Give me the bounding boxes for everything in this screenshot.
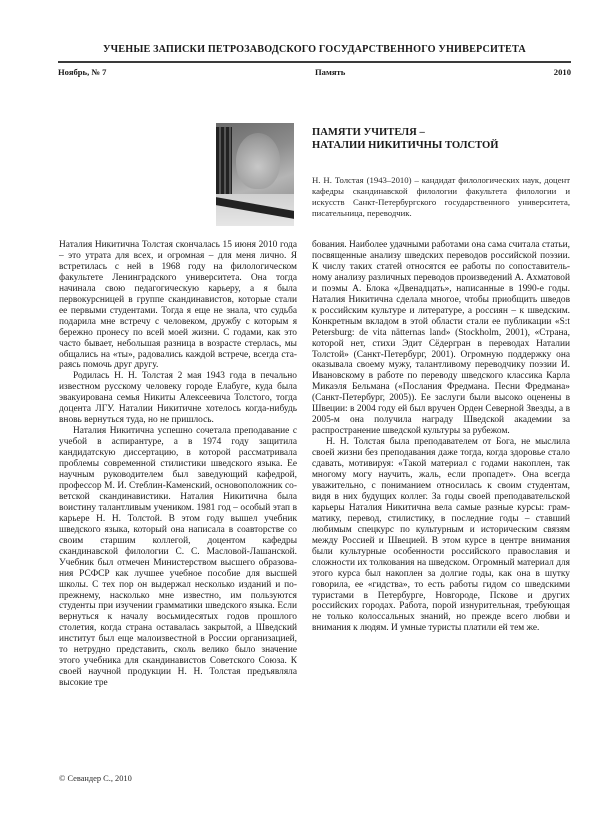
year-label: 2010 (553, 67, 571, 77)
body-column-right (312, 240, 570, 634)
article-title-line-2: НАТАЛИИ НИКИТИЧНЫ ТОЛСТОЙ (312, 140, 499, 151)
body-column-left (59, 240, 297, 689)
paragraph: Родилась Н. Н. Толстая 2 мая 1943 года в печально известном русскому человеку городе Елабуге, куда была эвакуирована семья Никиты Алексеевича Толстого, тогда доцента ЛГУ. Наталии Никитичне хотелось когда-нибудь вновь вернуться туда, но не пришлось. (59, 371, 297, 426)
paragraph: Наталия Никитична успешно сочетала преподавание с учебой в аспирантуре, а в 1974 году защитила кандидатскую диссертацию, в которой рассматривала проблемы современной стилистики шведского языка. Ее научным руководителем был заведующий кафедрой, профессор М. И. Стеблин-Каменский, основоположник советской скандинавистики. Наталия Никитична была воистину талантливым учеником. 1981 год – особый этап в карьере Н. Н. Толстой. В этом году вышел учебник шведского языка, который она написала в соавторстве со своим старшим коллегой, доцентом кафедры скандинавской филологии С. С. Масловой-Лашанской. Учебник был отмечен Министерством высшего образования РСФСР как лучшее учебное пособие для высшей школы. С тех пор он выдержал несколько изданий и по-прежнему, насколько мне известно, им пользуются студенты при изучении грамматики шведского языка. Если вернуться к началу восьмидесятых годов прошлого столетия, когда страна оставалась закрытой, а Шведский институт был еще малоизвестной в России организацией, то нетрудно представить, сколь велико было значение этого учебника для скандинавистов Советского Союза. К своей научной продукции Н. Н. Толстая предъявляла высокие тре (59, 426, 297, 689)
article-abstract: Н. Н. Толстая (1943–2010) – кандидат филологических наук, доцент кафедры скандинавской филологии факультета филологии и искусств Санкт-Петербургского государственного университета, писательница, переводчик. (312, 175, 570, 218)
article-title (312, 126, 570, 152)
face-graphic (236, 133, 280, 189)
article-title-line-1: ПАМЯТИ УЧИТЕЛЯ – (312, 127, 425, 138)
paragraph: Н. Н. Толстая была преподавателем от Бога, не мыслила своей жизни без преподавания даже тогда, когда здоровье стало сдавать, мотивируя: «Такой материал с годами накоплен, так многому могу научить, жаль, если пропадет». Она всегда уважительно, с пониманием относилась к своим студентам, видя в них будущих коллег. За годы своей преподавательской карьеры Наталия Никитична вела самые разные курсы: грамматику, перевод, стилистику, в последние годы – ставший любимым спецкурс по культурным и историческим связям между Россией и Швецией. В этом курсе в центре внимания были культурные особенности российского православия и сложности их толкования на шведском. Огромный материал для этого курса был накоплен за долгие годы, как она в шутку говорила, ее «гидства», то есть работы гидом со шведскими туристами в Петербурге, Новгороде, Пскове и других российских городах. Работа, порой изнурительная, требующая не только колоссальных знаний, но прежде всего любви и внимания к людям. И умные туристы платили ей тем же. (312, 437, 570, 634)
issue-label: Ноябрь, № 7 (58, 67, 107, 77)
paragraph: бования. Наиболее удачными работами она сама считала статьи, посвященные анализу шведских переводов российской поэзии. К числу таких статей относятся ее работы по сопоставительному анализу различных переводов произведений А. Ахматовой и поэмы А. Блока «Двенадцать», написанные в 1990-е годы. Наталия Никитична сделала многое, чтобы приобщить шведов к российским культуре и литературе, а россиян – к шведским. Конкретным вкладом в этой области стали ее публикации «S:t Petersburg: de vita nätternas land» (Stockholm, 2001), «Страна, которой нет, стихи Эдит Сёдергран в переводах Наталии Толстой» (Санкт-Петербург, 2001). Огромную поддержку она оказывала своему мужу, талантливому переводчику поэзии И. Ивановскому в работе по переводу шведского классика Карла Микаэля Бельмана («Послания Фредмана. Песни Фредмана» (Санкт-Петербург, 2005)). Ее заслуги были высоко оценены в Швеции: в 2004 году ей был вручен Орден Северной Звезды, а в 2005-м она получила награду Шведской академии за распространение шведской культуры за рубежом. (312, 240, 570, 437)
portrait-photo (216, 123, 294, 226)
header-meta-row (58, 67, 571, 77)
section-label: Память (315, 67, 346, 77)
journal-title: УЧЕНЫЕ ЗАПИСКИ ПЕТРОЗАВОДСКОГО ГОСУДАРСТВЕННОГО УНИВЕРСИТЕТА (103, 44, 526, 55)
paragraph: Наталия Никитична Толстая скончалась 15 июня 2010 года – это утрата для всех, и огромная – для меня лично. Я встретилась с ней в 1968 году на филологическом факультете Ленинградского университета. Она тогда начинала свою педагогическую карьеру, а я была первокурсницей в группе скандинавистов, которые стали ее первыми студентами. Тогда я еще не знала, что судьба подарила мне встречу с человеком, дружбу с которым я бережно пронесу по всей моей жизни. С годами, как это часто бывает, небольшая разница в возрасте стерлась, мы общались на «ты», радовались каждой встрече, всегда стараясь помочь друг другу. (59, 240, 297, 371)
copyright-notice: © Севандер С., 2010 (59, 774, 132, 783)
header-rule (58, 61, 571, 63)
